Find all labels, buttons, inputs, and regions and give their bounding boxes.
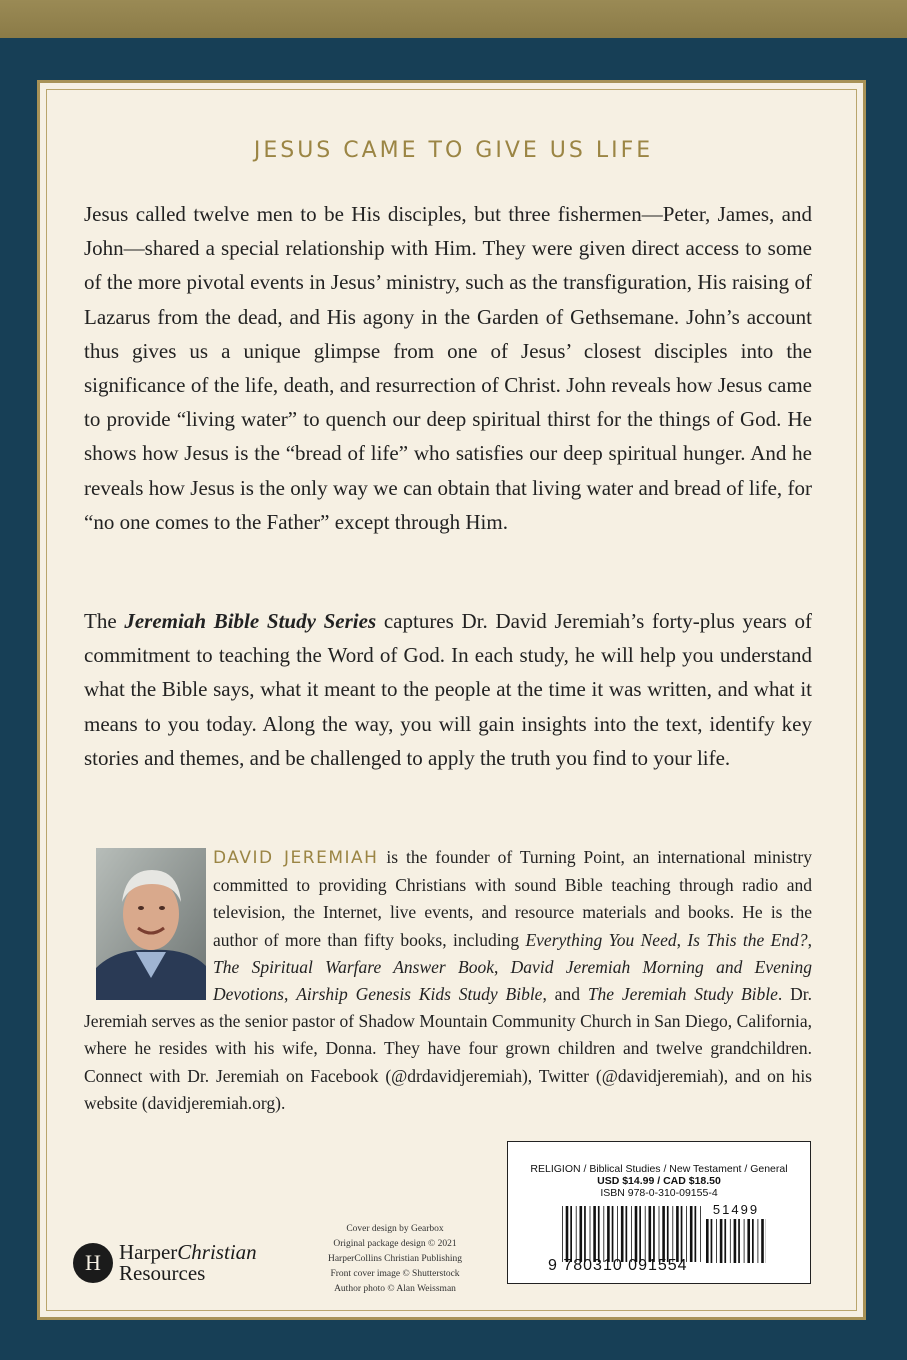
barcode-bar [659, 1206, 660, 1262]
barcode-bar [621, 1206, 624, 1262]
barcode-bar [747, 1219, 750, 1263]
barcode-bar [570, 1206, 572, 1262]
barcode-bar [639, 1206, 641, 1262]
barcode-bar [584, 1206, 586, 1262]
book-title: David Jeremiah Morning and Evening Devotions [213, 956, 812, 1005]
barcode-bar [607, 1206, 610, 1262]
publisher-name-part: Christian [177, 1240, 257, 1264]
credit-line: Front cover image © Shutterstock [330, 1269, 460, 1279]
barcode-bar [744, 1219, 745, 1263]
barcode-bar [590, 1206, 591, 1262]
barcode-bar [724, 1219, 726, 1263]
cover-credits [315, 1222, 475, 1297]
barcode-bar [603, 1206, 604, 1262]
credit-line: Author photo © Alan Weissman [334, 1284, 456, 1294]
book-title: Airship Genesis Kids Study Bible [296, 984, 543, 1005]
barcode-bar [645, 1206, 646, 1262]
barcode-bar [562, 1206, 563, 1262]
description-paragraph-2 [84, 604, 812, 775]
barcode-bar [752, 1219, 754, 1263]
barcode-bar [635, 1206, 638, 1262]
credit-line: Cover design by Gearbox [346, 1224, 444, 1234]
barcode-bar [758, 1219, 759, 1263]
bio-separator: , and [542, 984, 588, 1005]
bio-text-2: . Dr. Jeremiah serves as the senior pastor of Shadow Mountain Community Church in San Diego, California, where he resides with his wife, Donna. They have four grown children and twelve grandchildren. Connect with Dr. Jeremiah on Facebook (@drdavidjeremiah), Twitter (@davidjeremiah), and on his website (davidjeremiah.org). [84, 984, 812, 1113]
barcode-bar [700, 1206, 701, 1262]
isbn: ISBN 978-0-310-09155-4 [600, 1187, 718, 1199]
book-title: The Jeremiah Study Bible [587, 984, 778, 1005]
barcode-bars [562, 1206, 702, 1262]
bisac-category: RELIGION / Biblical Studies / New Testament / General [530, 1163, 788, 1175]
publisher-monogram: H [73, 1243, 113, 1283]
barcode-bar [667, 1206, 669, 1262]
barcode-bar [598, 1206, 600, 1262]
bio-text-1: is the founder of Turning Point, an international ministry committed to providing Christians with sound Bible teaching through radio and television, the Internet, live events, and resource materials and books. He is the author of more than fifty books, including [213, 847, 812, 950]
description-paragraph-1: Jesus called twelve men to be His disciples, but three fishermen—Peter, James, and John—shared a special relationship with Him. They were given direct access to some of the more pivotal events in Jesus’ ministry, such as the transfiguration, His raising of Lazarus from the dead, and His agony in the Garden of Gethsemane. John’s account thus gives us a unique glimpse from one of Jesus’ closest disciples into the significance of the life, death, and resurrection of Christ. John reveals how Jesus came to provide “living water” to quench our deep spiritual thirst for the things of God. He shows how Jesus is the “bread of life” who satisfies our deep spiritual hunger. And he reveals how Jesus is the only way we can obtain that living water and bread of life, for “no one comes to the Father” except through Him. [84, 202, 812, 534]
book-title: Is This the End? [687, 929, 808, 950]
book-title: The Spiritual Warfare Answer Book [213, 956, 494, 977]
barcode-bar [653, 1206, 655, 1262]
barcode-bar [695, 1206, 697, 1262]
barcode-bar [690, 1206, 693, 1262]
credit-line: HarperCollins Christian Publishing [327, 1254, 463, 1264]
bio-separator: , [493, 956, 511, 977]
barcode-bar [617, 1206, 618, 1262]
headline: JESUS CAME TO GIVE US LIFE [253, 138, 654, 163]
barcode-bar [730, 1219, 731, 1263]
publisher-name [119, 1242, 257, 1284]
barcode-bar [580, 1206, 583, 1262]
publisher-name-part: Resources [119, 1261, 206, 1285]
barcode-bar [738, 1219, 740, 1263]
barcode-bar [662, 1206, 665, 1262]
credit-line: Original package design © 2021 [333, 1239, 457, 1249]
barcode-bar [576, 1206, 577, 1262]
barcode-bar [711, 1219, 713, 1263]
barcode-bar [612, 1206, 614, 1262]
barcode-bar [686, 1206, 687, 1262]
barcode-box [507, 1141, 811, 1284]
price: USD $14.99 / CAD $18.50 [597, 1175, 721, 1187]
barcode-digits: 9 780310 091554 [548, 1257, 688, 1274]
publisher-name-part: Harper [119, 1240, 178, 1264]
barcode-bar [566, 1206, 569, 1262]
barcode-bar [761, 1219, 764, 1263]
barcode-bar [631, 1206, 632, 1262]
series-name: Jeremiah Bible Study Series [124, 609, 377, 633]
barcode-bar [672, 1206, 673, 1262]
author-name: DAVID JEREMIAH [213, 848, 379, 868]
author-bio [84, 844, 812, 1117]
bio-separator: , [676, 929, 688, 950]
bio-separator: , [283, 984, 297, 1005]
barcode-bar [734, 1219, 737, 1263]
p2-text: captures Dr. David Jeremiah’s forty-plus years of commitment to teaching the Word of God. In each study, he will help you understand what the Bible says, what it meant to the people at the time it was written, and what it means to you today. Along the way, you will gain insights into the text, identify key stories and themes, and be challenged to apply the truth you find to your life. [84, 609, 812, 770]
barcode-bar [681, 1206, 683, 1262]
barcode-bar [593, 1206, 596, 1262]
p2-prefix: The [84, 609, 125, 633]
barcode-bar [716, 1219, 717, 1263]
barcode-bar [676, 1206, 679, 1262]
bio-separator: , [807, 929, 812, 950]
barcode-bar [720, 1219, 723, 1263]
barcode-addon-digits: 51499 [712, 1202, 760, 1217]
barcode-bar [649, 1206, 652, 1262]
book-title: Everything You Need [525, 929, 677, 950]
barcode-addon-bars [706, 1219, 766, 1263]
top-gold-band [0, 0, 907, 38]
barcode-bar [626, 1206, 628, 1262]
publisher-logo [73, 1240, 303, 1287]
